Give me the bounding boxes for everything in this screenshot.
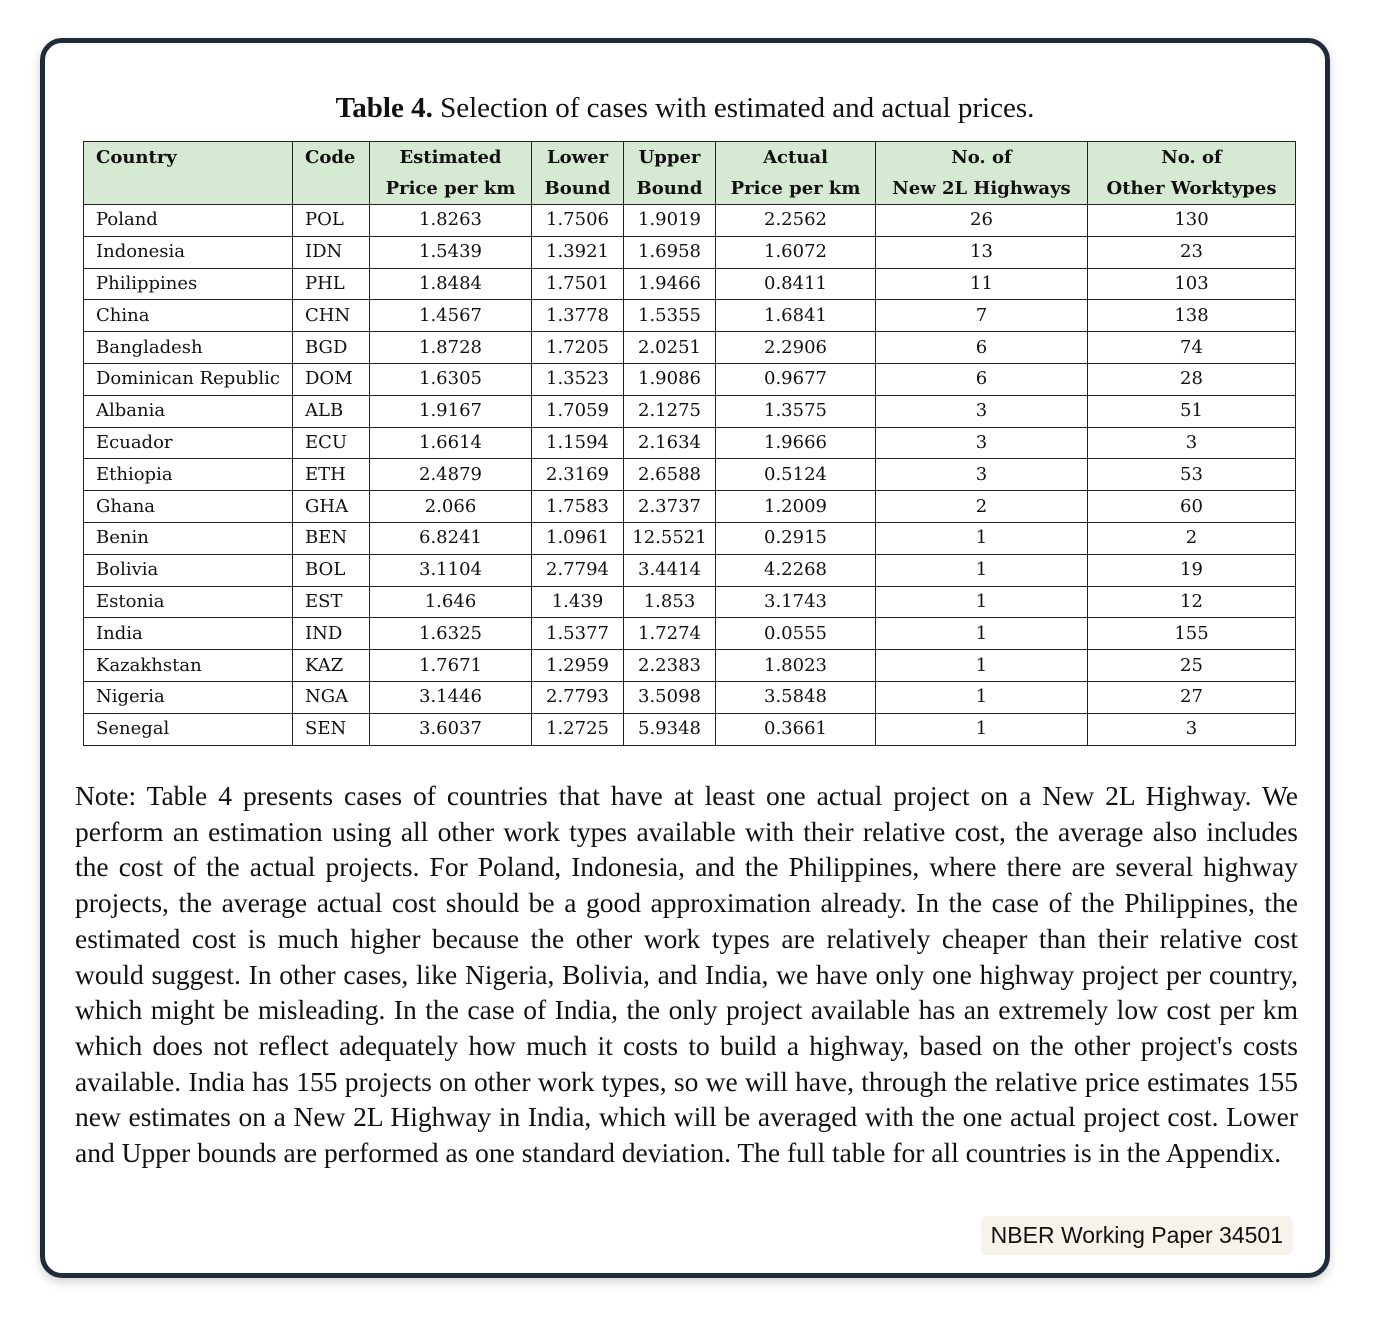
table-cell: 1.7506 (532, 205, 624, 237)
table-cell: 74 (1088, 332, 1296, 364)
table-cell: 1 (876, 554, 1088, 586)
table-cell: 1.7501 (532, 268, 624, 300)
column-header: Bound (624, 173, 716, 205)
table-cell: 1.439 (532, 586, 624, 618)
table-cell: GHA (293, 491, 370, 523)
table-cell: 103 (1088, 268, 1296, 300)
table-cell: 1.6958 (624, 236, 716, 268)
table-cell: 28 (1088, 363, 1296, 395)
table-row (84, 268, 1296, 300)
column-header: Bound (532, 173, 624, 205)
table-cell: 1.7274 (624, 618, 716, 650)
header-row-2 (84, 173, 1296, 205)
table-cell: Philippines (84, 268, 293, 300)
table-cell: 2.2906 (716, 332, 876, 364)
table-cell: 1 (876, 681, 1088, 713)
column-header: Country (84, 142, 293, 174)
table-cell: 1.3921 (532, 236, 624, 268)
table-cell: Senegal (84, 713, 293, 745)
column-header: Price per km (716, 173, 876, 205)
table-cell: 2.4879 (370, 459, 532, 491)
table-cell: ECU (293, 427, 370, 459)
table-cell: 1.3523 (532, 363, 624, 395)
table-row (84, 236, 1296, 268)
table-cell: 1.646 (370, 586, 532, 618)
table-row (84, 363, 1296, 395)
paper-card (40, 38, 1330, 1278)
table-cell: 1.1594 (532, 427, 624, 459)
table-cell: POL (293, 205, 370, 237)
table-note: Note: Table 4 presents cases of countries that have at least one actual project on a New 2L Highway. We perform an estimation using all other work types available with their relative cost, the average also includes the cost of the actual projects. For Poland, Indonesia, and the Philippines, where there are several highway projects, the average actual cost should be a good approximation already. In the case of the Philippines, the estimated cost is much higher because the other work types are relatively cheaper than their relative cost would suggest. In other cases, like Nigeria, Bolivia, and India, we have only one highway project per country, which might be misleading. In the case of India, the only project available has an extremely low cost per km which does not reflect adequately how much it costs to build a highway, based on the other project's costs available. India has 155 projects on other work types, so we will have, through the relative price estimates 155 new estimates on a New 2L Highway in India, which will be averaged with the one actual project cost. Lower and Upper bounds are performed as one standard deviation. The full table for all countries is in the Appendix. (75, 780, 1298, 1169)
table-cell: 7 (876, 300, 1088, 332)
table-cell: 1.0961 (532, 522, 624, 554)
table-caption-text: Selection of cases with estimated and actual prices. (432, 92, 1035, 124)
table-cell: IDN (293, 236, 370, 268)
table-cell: 1.7059 (532, 395, 624, 427)
table-caption (45, 91, 1325, 125)
table-row (84, 681, 1296, 713)
table-cell: 3.1446 (370, 681, 532, 713)
table-row (84, 586, 1296, 618)
table-cell: PHL (293, 268, 370, 300)
table-cell: 3 (1088, 713, 1296, 745)
table-cell: 0.0555 (716, 618, 876, 650)
table-cell: DOM (293, 363, 370, 395)
table-cell: 6.8241 (370, 522, 532, 554)
table-cell: 3 (876, 427, 1088, 459)
table-cell: 1.8263 (370, 205, 532, 237)
table-cell: 2.7794 (532, 554, 624, 586)
table-cell: Nigeria (84, 681, 293, 713)
table-cell: 19 (1088, 554, 1296, 586)
table-cell: NGA (293, 681, 370, 713)
table-cell: China (84, 300, 293, 332)
table-cell: 1.9466 (624, 268, 716, 300)
table-row (84, 618, 1296, 650)
table-cell: 2.066 (370, 491, 532, 523)
table-cell: India (84, 618, 293, 650)
table-cell: 0.2915 (716, 522, 876, 554)
table-cell: BEN (293, 522, 370, 554)
table-cell: Ghana (84, 491, 293, 523)
column-header: No. of (876, 142, 1088, 174)
table-cell: BGD (293, 332, 370, 364)
table-cell: 27 (1088, 681, 1296, 713)
table-row (84, 205, 1296, 237)
table-cell: Bangladesh (84, 332, 293, 364)
table-cell: 2 (876, 491, 1088, 523)
table-cell: 23 (1088, 236, 1296, 268)
table-cell: 155 (1088, 618, 1296, 650)
table-row (84, 554, 1296, 586)
table-cell: 2.6588 (624, 459, 716, 491)
table-cell: Estonia (84, 586, 293, 618)
source-badge: NBER Working Paper 34501 (981, 1216, 1293, 1255)
table-row (84, 332, 1296, 364)
table-cell: 130 (1088, 205, 1296, 237)
header-row-1 (84, 142, 1296, 174)
column-header (84, 173, 293, 205)
table-cell: 1.7671 (370, 650, 532, 682)
table-cell: Ethiopia (84, 459, 293, 491)
table-cell: 1 (876, 522, 1088, 554)
table-cell: 0.9677 (716, 363, 876, 395)
table-cell: 60 (1088, 491, 1296, 523)
table-cell: 1.6072 (716, 236, 876, 268)
table-cell: 1.2009 (716, 491, 876, 523)
table-cell: 2.1275 (624, 395, 716, 427)
column-header: Upper (624, 142, 716, 174)
table-cell: Ecuador (84, 427, 293, 459)
table-cell: 1 (876, 586, 1088, 618)
table-cell: 0.8411 (716, 268, 876, 300)
table-row (84, 491, 1296, 523)
table-cell: EST (293, 586, 370, 618)
table-cell: 2.2562 (716, 205, 876, 237)
table-cell: 1.5355 (624, 300, 716, 332)
table-cell: 2.2383 (624, 650, 716, 682)
table-cell: Indonesia (84, 236, 293, 268)
table-cell: 138 (1088, 300, 1296, 332)
table-cell: KAZ (293, 650, 370, 682)
table-cell: 6 (876, 332, 1088, 364)
table-cell: Benin (84, 522, 293, 554)
table-cell: 1.3778 (532, 300, 624, 332)
column-header: Price per km (370, 173, 532, 205)
table-cell: 1.9086 (624, 363, 716, 395)
table-cell: CHN (293, 300, 370, 332)
column-header: No. of (1088, 142, 1296, 174)
table-cell: 1.9167 (370, 395, 532, 427)
table-cell: 12 (1088, 586, 1296, 618)
table-cell: 3 (876, 459, 1088, 491)
table-cell: Albania (84, 395, 293, 427)
table-cell: 25 (1088, 650, 1296, 682)
table-cell: 3.6037 (370, 713, 532, 745)
table-cell: 1.8484 (370, 268, 532, 300)
table-cell: 0.3661 (716, 713, 876, 745)
column-header: Actual (716, 142, 876, 174)
table-cell: 51 (1088, 395, 1296, 427)
table-cell: 1.7583 (532, 491, 624, 523)
table-cell: 0.5124 (716, 459, 876, 491)
table-row (84, 300, 1296, 332)
table-cell: 2.7793 (532, 681, 624, 713)
table-cell: 1.8023 (716, 650, 876, 682)
table-cell: 1.7205 (532, 332, 624, 364)
table-header (84, 142, 1296, 205)
table-cell: 1.6614 (370, 427, 532, 459)
table-cell: 13 (876, 236, 1088, 268)
table-cell: 3 (876, 395, 1088, 427)
table-cell: 1.9019 (624, 205, 716, 237)
table-cell: 1.853 (624, 586, 716, 618)
table-cell: Dominican Republic (84, 363, 293, 395)
table-cell: 2.1634 (624, 427, 716, 459)
table-cell: 2.0251 (624, 332, 716, 364)
table-cell: 53 (1088, 459, 1296, 491)
table-cell: 3.1104 (370, 554, 532, 586)
table-cell: 2 (1088, 522, 1296, 554)
table-cell: ALB (293, 395, 370, 427)
table-cell: 26 (876, 205, 1088, 237)
column-header: Other Worktypes (1088, 173, 1296, 205)
table-cell: 3.5098 (624, 681, 716, 713)
table-cell: 1.6325 (370, 618, 532, 650)
table-cell: 12.5521 (624, 522, 716, 554)
column-header: Estimated (370, 142, 532, 174)
column-header (293, 173, 370, 205)
table-cell: 1.2959 (532, 650, 624, 682)
column-header: Code (293, 142, 370, 174)
table-cell: 1 (876, 713, 1088, 745)
table-cell: 5.9348 (624, 713, 716, 745)
table-cell: 1.6305 (370, 363, 532, 395)
table-cell: Poland (84, 205, 293, 237)
table-cell: 4.2268 (716, 554, 876, 586)
table-cell: 1 (876, 618, 1088, 650)
table-cell: 1.2725 (532, 713, 624, 745)
column-header: New 2L Highways (876, 173, 1088, 205)
table-row (84, 650, 1296, 682)
table-row (84, 713, 1296, 745)
table-row (84, 522, 1296, 554)
table-cell: 2.3169 (532, 459, 624, 491)
table-cell: ETH (293, 459, 370, 491)
table-cell: 1.9666 (716, 427, 876, 459)
table-row (84, 395, 1296, 427)
table-cell: 2.3737 (624, 491, 716, 523)
table-cell: SEN (293, 713, 370, 745)
table-cell: 1 (876, 650, 1088, 682)
column-header: Lower (532, 142, 624, 174)
table-caption-label: Table 4. (335, 92, 433, 124)
table-row (84, 427, 1296, 459)
table-cell: 3.1743 (716, 586, 876, 618)
table-body (84, 205, 1296, 746)
table-cell: 6 (876, 363, 1088, 395)
table-cell: Kazakhstan (84, 650, 293, 682)
table-cell: 1.8728 (370, 332, 532, 364)
table-cell: BOL (293, 554, 370, 586)
table-cell: 3 (1088, 427, 1296, 459)
table-cell: 1.3575 (716, 395, 876, 427)
table-cell: 11 (876, 268, 1088, 300)
results-table (83, 141, 1296, 746)
table-cell: IND (293, 618, 370, 650)
table-cell: 1.6841 (716, 300, 876, 332)
table-cell: Bolivia (84, 554, 293, 586)
table-cell: 1.5439 (370, 236, 532, 268)
table-row (84, 459, 1296, 491)
table-cell: 3.5848 (716, 681, 876, 713)
table-cell: 1.5377 (532, 618, 624, 650)
table-cell: 3.4414 (624, 554, 716, 586)
table-cell: 1.4567 (370, 300, 532, 332)
